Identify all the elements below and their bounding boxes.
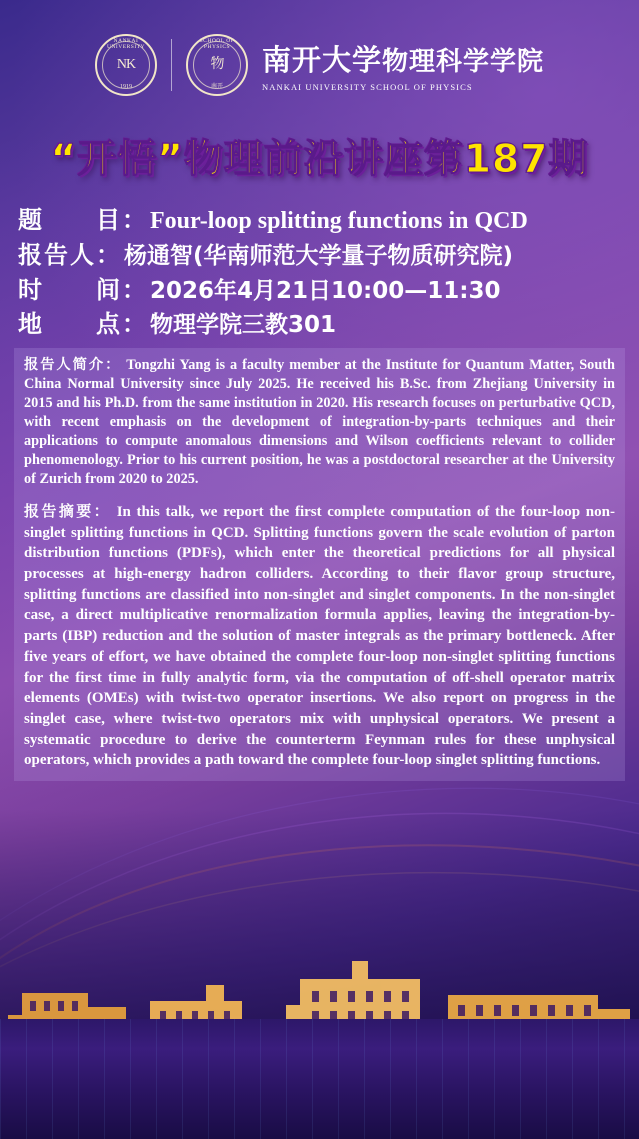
university-name-cn-main: 南开大学 <box>261 43 382 77</box>
page-title: “开悟”物理前沿讲座第187期 <box>50 137 589 182</box>
topic-value: Four-loop splitting functions in QCD <box>150 208 528 234</box>
header-divider <box>171 39 172 91</box>
abstract-paragraph <box>24 501 615 771</box>
university-name-cn <box>262 38 544 79</box>
abstract-label: 报告摘要： <box>24 502 112 520</box>
speaker-bio-label: 报告人简介： <box>24 357 122 373</box>
school-name-cn: 物理科学学院 <box>382 47 545 77</box>
nankai-seal-year: 1919 <box>119 83 132 90</box>
content-panel <box>14 348 625 781</box>
abstract-text: In this talk, we report the first complete computation of the four-loop non-singlet splitting functions in QCD. Splitting functions govern the scale evolution of parton distribution functions (PDFs), which enter the theoretical predictions for all physical processes at high-energy hadron colliders. According to their flavor group structure, splitting functions are classified into non-singlet and singlet components. In the non-singlet case, a direct multiplicative renormalization formula applies, leaving the integration-by-parts (IBP) reduction and the solution of master integrals as the primary bottleneck. After five years of effort, we have obtained the complete four-loop non-singlet splitting functions for the first time in fully analytic form, via the computation of off-shell operator matrix elements (OMEs) with twist-two operator insertions. We also report on progress in the singlet case, where twist-two operators mix with unphysical operators. We present a systematic procedure to derive the counterterm Feynman rules for these unphysical operators, which provides a path toward the complete four-loop singlet splitting functions. <box>24 504 615 769</box>
nankai-seal-icon <box>95 34 157 96</box>
physics-seal-top-text: SCHOOL OF PHYSICS <box>199 38 235 50</box>
place-value: 物理学院三教301 <box>150 312 337 339</box>
speaker-value: 杨通智(华南师范大学量子物质研究院) <box>124 243 514 270</box>
nankai-seal-top-text: NANKAI UNIVERSITY <box>106 38 145 50</box>
time-label: 时 间： <box>18 275 148 304</box>
physics-seal-mark: 物 <box>193 41 241 89</box>
info-row-place <box>18 307 621 342</box>
physics-seal-icon <box>186 34 248 96</box>
speaker-bio-text: Tongzhi Yang is a faculty member at the Institute for Quantum Matter, South China Normal University since July 2025. He received his B.Sc. from Zhejiang University in 2015 and his Ph.D. from the same institution in 2020. His research focuses on perturbative QCD, with recent emphasis on the development of integration-by-parts techniques and their applications to compute anomalous dimensions and Wilson coefficients relevant to collider phenomenology. Prior to his current position, he was a postdoctoral researcher at the University of Zurich from 2020 to 2025. <box>24 357 615 487</box>
speaker-bio-paragraph <box>24 356 615 489</box>
university-name-en: NANKAI UNIVERSITY SCHOOL OF PHYSICS <box>261 82 473 92</box>
lecture-info <box>18 203 621 342</box>
time-value: 2026年4月21日10:00—11:30 <box>150 277 501 304</box>
info-row-speaker <box>18 238 621 273</box>
university-wordmark <box>262 38 544 92</box>
info-row-time <box>18 273 621 308</box>
nankai-seal-mark: NK <box>102 41 150 89</box>
speaker-label: 报告人： <box>18 241 122 270</box>
poster-header <box>0 34 639 96</box>
physics-seal-year: 南开 <box>210 83 223 90</box>
place-label: 地 点： <box>18 310 148 339</box>
topic-label: 题 目： <box>18 206 148 234</box>
ground-plane <box>0 1019 639 1139</box>
info-row-topic <box>18 203 621 238</box>
